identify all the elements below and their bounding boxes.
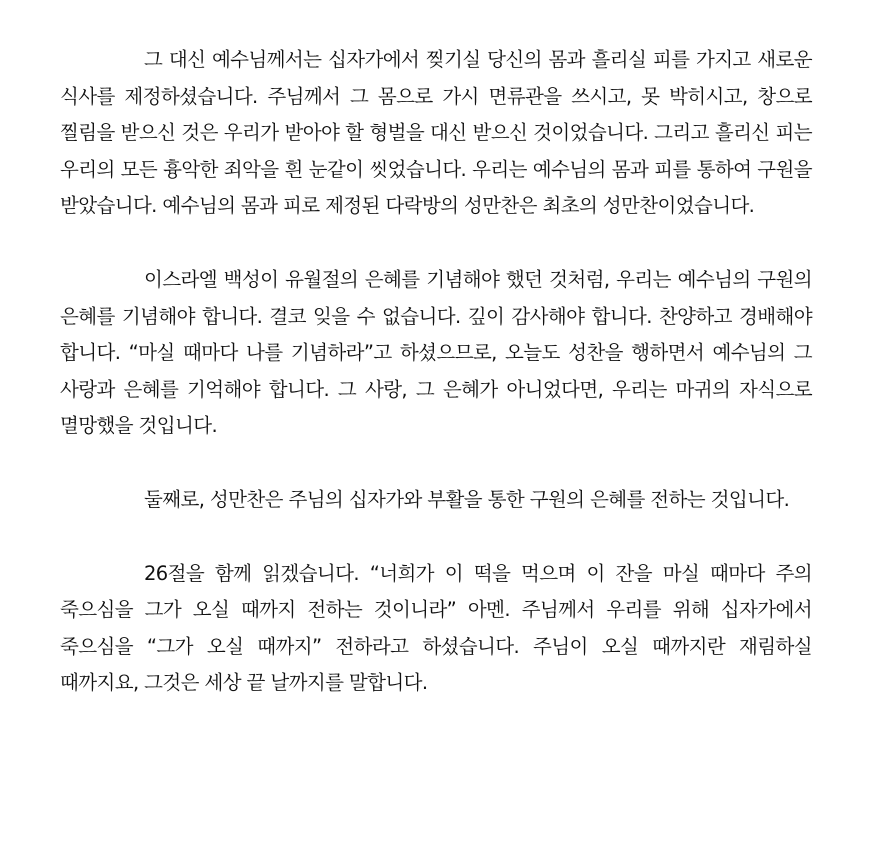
paragraph-spacer [60,519,812,556]
paragraph-last-supper: 그 대신 예수님께서는 십자가에서 찢기실 당신의 몸과 흘리실 피를 가지고 새로운 식사를 제정하셨습니다. 주님께서 그 몸으로 가시 면류관을 쓰시고, 못 박히시고, 창으로 찔림을 받으신 것은 우리가 받아야 할 형벌을 대신 받으신 것이었습니다. 그리고 흘리신 피는 우리의 모든 흉악한 죄악을 흰 눈같이 씻었습니다. 우리는 예수님의 몸과 피를 통하여 구원을 받았습니다. 예수님의 몸과 피로 제정된 다락방의 성만찬은 최초의 성만찬이었습니다. [60,48,812,218]
paragraph-second-point: 둘째로, 성만찬은 주님의 십자가와 부활을 통한 구원의 은혜를 전하는 것입니다. [144,487,790,511]
paragraph-remembrance: 이스라엘 백성이 유월절의 은혜를 기념해야 했던 것처럼, 우리는 예수님의 구원의 은혜를 기념해야 합니다. 결코 잊을 수 없습니다. 깊이 감사해야 합니다. 찬양하고 경배해야 합니다. “마실 때마다 나를 기념하라”고 하셨으므로, 오늘도 성찬을 행하면서 예수님의 그 사랑과 은혜를 기억해야 합니다. 그 사랑, 그 은혜가 아니었다면, 우리는 마귀의 자식으로 멸망했을 것입니다. [60,267,812,438]
paragraph-spacer [60,225,812,262]
paragraph-verse-26: 26절을 함께 읽겠습니다. “너희가 이 떡을 먹으며 이 잔을 마실 때마다 주의 죽으심을 그가 오실 때까지 전하는 것이니라” 아멘. 주님께서 우리를 위해 십자가에서 죽으심을 “그가 오실 때까지” 전하라고 하셨습니다. 주님이 오실 때까지란 재림하실 때까지요, 그것은 세상 끝 날까지를 말합니다. [60,561,812,695]
paragraph-spacer [60,445,812,482]
document-body [60,42,812,702]
